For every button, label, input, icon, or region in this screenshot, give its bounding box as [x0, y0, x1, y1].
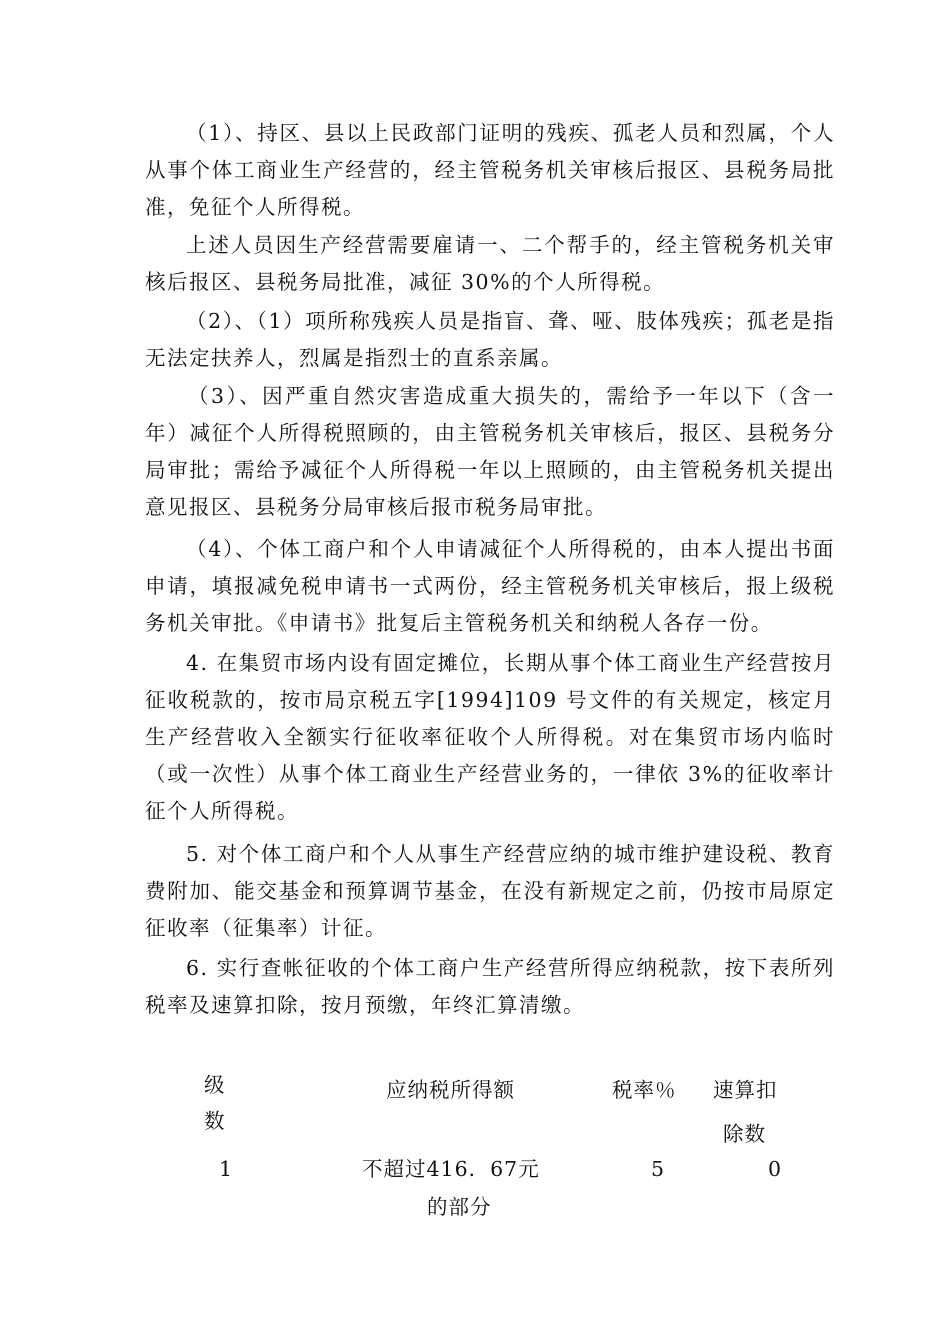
- row-1-rate: 5: [651, 1157, 666, 1181]
- row-1-level: 1: [219, 1157, 234, 1181]
- row-1-deduction: 0: [768, 1157, 783, 1181]
- header-level-line1: 级: [204, 1073, 226, 1097]
- paragraph-market-stall: 4. 在集贸市场内设有固定摊位，长期从事个体工商业生产经营按月征收税款的，按市局京税五字[1994]109 号文件的有关规定，核定月生产经营收入全额实行征收率征收个人所得税。对在集贸市场内临时（或一次性）从事个体工商业生产经营业务的，一律依 3%的征收率计征个人所得税。: [145, 651, 835, 823]
- paragraph-accounts-tax: 6. 实行查帐征收的个体工商户生产经营所得应纳税款，按下表所列税率及速算扣除，按月预缴，年终汇算清缴。: [145, 956, 835, 1017]
- paragraph-disaster-3: （3）、因严重自然灾害造成重大损失的，需给予一年以下（含一年）减征个人所得税照顾的，由主管税务机关审核后，报区、县税务分局审批；需给予减征个人所得税一年以上照顾的，由主管税务机关提出意见报区、县税务分局审核后报市税务局审批。: [145, 384, 835, 519]
- paragraph-definition-2: （2）、（1）项所称残疾人员是指盲、聋、哑、肢体残疾；孤老是指无法定扶养人，烈属是指烈士的直系亲属。: [145, 309, 835, 370]
- row-1-income-line2: 的部分: [427, 1195, 492, 1219]
- header-deduction-line1: 速算扣: [713, 1078, 778, 1102]
- paragraph-application-4: （4）、个体工商户和个人申请减征个人所得税的，由本人提出书面申请，填报减免税申请书一式两份，经主管税务机关审核后，报上级税务机关审批。《申请书》批复后主管税务机关和纳税人各存一份。: [145, 537, 835, 635]
- paragraph-exemption-1: （1）、持区、县以上民政部门证明的残疾、孤老人员和烈属，个人从事个体工商业生产经营的，经主管税务机关审核后报区、县税务局批准，免征个人所得税。: [145, 121, 835, 219]
- row-1-income-line1: 不超过416．67元: [362, 1157, 540, 1181]
- header-level-line2: 数: [204, 1109, 226, 1133]
- header-taxable-income: 应纳税所得额: [386, 1078, 515, 1102]
- paragraph-helper-reduction: 上述人员因生产经营需要雇请一、二个帮手的，经主管税务机关审核后报区、县税务局批准，减征 30%的个人所得税。: [145, 233, 835, 294]
- paragraph-urban-tax: 5. 对个体工商户和个人从事生产经营应纳的城市维护建设税、教育费附加、能交基金和预算调节基金，在没有新规定之前，仍按市局原定征收率（征集率）计征。: [145, 842, 835, 940]
- header-tax-rate: 税率％: [612, 1078, 677, 1102]
- header-deduction-line2: 除数: [723, 1122, 766, 1146]
